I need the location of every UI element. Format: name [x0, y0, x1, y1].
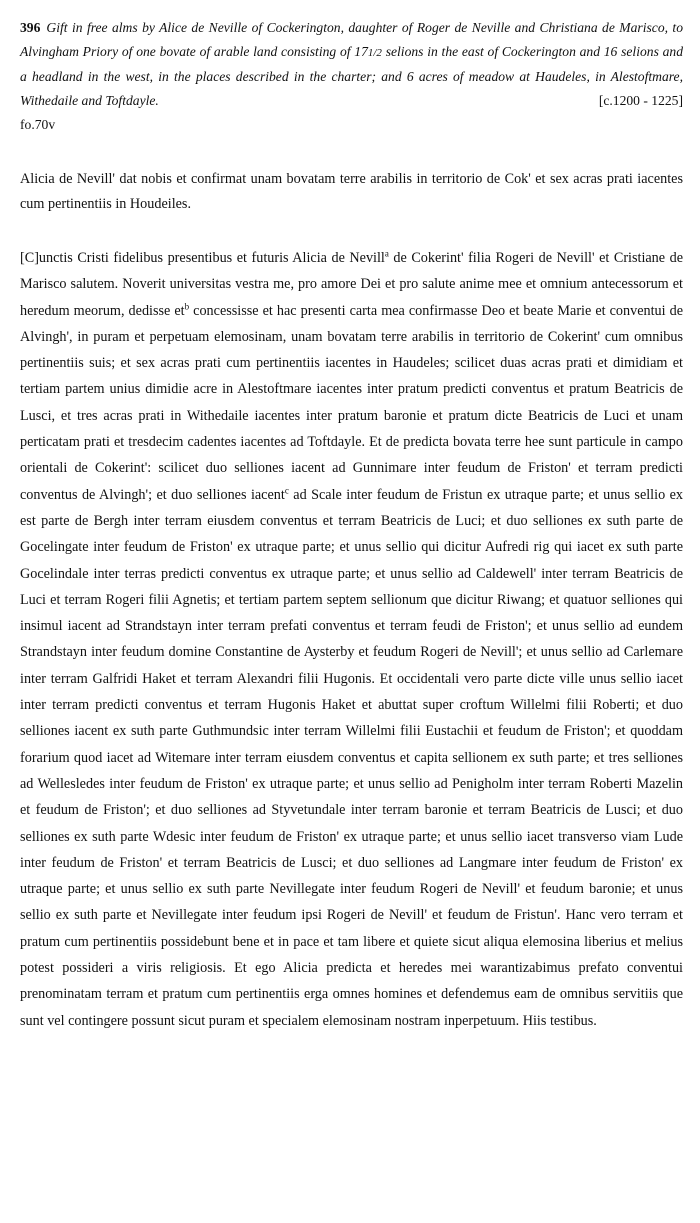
- charter-part-2: de Cokerint' filia Rogeri de Nevill' et Cristiane de Marisco salutem. Noverit universitas vestra me, pro amore Dei et pro salute anime mee et omnium antecessorum et heredum meorum, dedisse et: [20, 250, 683, 319]
- heading-fraction: 1/2: [367, 47, 382, 59]
- charter-part-3: concessisse et hac presenti carta mea confirmasse Deo et beate Marie et conventui de Alvingh', in puram et perpetuam elemosinam, unam bovatam terre arabilis in territorio de Cokerint' cum omnibus pertinentiis suis; et sex acras prati cum pertinentiis iacentes in Haudeles; scilicet duas acras prati et dimidiam et tertiam partem unius dimidie acre in Alestoftmare iacentes inter pratum predicti conventus et pratum Beatricis de Lusci, et tres acras prati in Withedaile iacentes inter pratum baronie et pratum dicte Beatricis de Luci et unam perticatam prati et tresdecim cadentes iacentes ad Toftdayle. Et de predicta bovata terre hee sunt particule in campo orientali de Cokerint': scilicet duo selliones iacent ad Gunnimare inter feudum de Friston' et terram predicti conventus de Alvingh'; et duo selliones iacent: [20, 302, 683, 503]
- entry-number: 396: [20, 20, 41, 35]
- entry-date: [c.1200 - 1225]: [598, 93, 683, 108]
- heading-text-start: Gift in free alms by Alice de Neville of Cockerington, daughter of Roger de Neville and Christiana de Marisco, to Alvingham Priory of one bovate of arable land consisting of 17: [20, 20, 683, 59]
- latin-summary: Alicia de Nevill' dat nobis et confirmat unam bovatam terre arabilis in territorio de Cok' et sex acras prati iacentes cum pertinentiis in Houdeiles.: [20, 171, 683, 212]
- footnote-marker-b: b: [184, 300, 190, 311]
- entry-heading: [20, 16, 683, 113]
- document-page: [20, 16, 683, 1034]
- charter-part-4: ad Scale inter feudum de Fristun ex utraque parte; et unus sellio ex est parte de Bergh inter terram eiusdem conventus et terram Beatricis de Luci; et duo selliones ex suth parte de Gocelingate inter feudum de Friston' ex utraque parte; et unus sellio qui dicitur Aufredi rig qui iacet ex suth parte Gocelindale inter terras predicti conventus ex utraque parte; et unus sellio ad Caldewell' inter terram Beatricis de Luci et terram Rogeri filii Agnetis; et tertiam partem septem sellionum que dicitur Riwang; et quatuor selliones qui insimul iacent ad Strandstayn inter terram prefati conventus et terram feudi de Friston'; et unus sellio ad eundem Strandstayn inter feudum domine Constantine de Aysterby et feudum Rogeri de Nevill'; et unus sellio ad Carlemare inter terram Galfridi Haket et terram Alexandri filii Hugonis. Et occidentali vero parte dicte ville unus sellio iacet inter terram predicti conventus et terram Hugonis Haket et abuttat super croftum Willelmi filii Roberti; et duo selliones iacent ex suth parte Guthmundsic inter terram Willelmi filii Eustachii et feudum de Friston'; et quoddam forarium quod iacet ad Witemare inter terram eiusdem conventus et capita sellionem ex suth parte; et tres selliones ad Wellesledes inter feudum de Friston' ex utraque parte; et unus sellio ad Penigholm inter terram Roberti Mazelin et feudum de Friston'; et duo selliones ad Styvetundale inter terram baronie et terram Beatricis de Lusci; et duo selliones ex suth parte Wdesic inter feudum de Friston' ex utraque parte; et unus sellio iacet transverso viam Lude inter feudum de Friston' et terram Beatricis de Lusci; et duo selliones ad Langmare inter feudum de Friston' ex utraque parte; et unus sellio ex suth parte Nevillegate inter feudum Rogeri de Nevill' et feudum baronie; et unus sellio ex suth parte et Nevillegate inter feudum ipsi Rogeri de Nevill' et feudum de Fristun'. Hanc vero terram et pratum cum pertinentiis possidebunt bene et in pace et tam libere et quiete sicut aliqua elemosina liberius et melius potest possideri a viris religiosis. Et ego Alicia predicta et heredes mei warantizabimus prefato conventui prenominatam terram et pratum cum pertinentiis erga omnes homines et defendemus eam de omnibus servitiis que sunt vel contingere possunt sicut puram et specialem elemosinam nostram inperpetuum. Hiis testibus.: [20, 486, 683, 1029]
- charter-text: [20, 245, 683, 1034]
- folio-reference: fo.70v: [20, 117, 56, 132]
- footnote-marker-a: a: [384, 248, 389, 259]
- charter-part-1: [C]unctis Cristi fidelibus presentibus et futuris Alicia de Nevill: [20, 250, 385, 266]
- footnote-marker-c: c: [284, 484, 289, 495]
- heading-text-end: selions in the east of Cockerington and 16 selions and a headland in the west, in the places described in the charter; and 6 acres of meadow at Haudeles, in Alestoftmare, Withedaile and Toftdayle.: [20, 44, 684, 108]
